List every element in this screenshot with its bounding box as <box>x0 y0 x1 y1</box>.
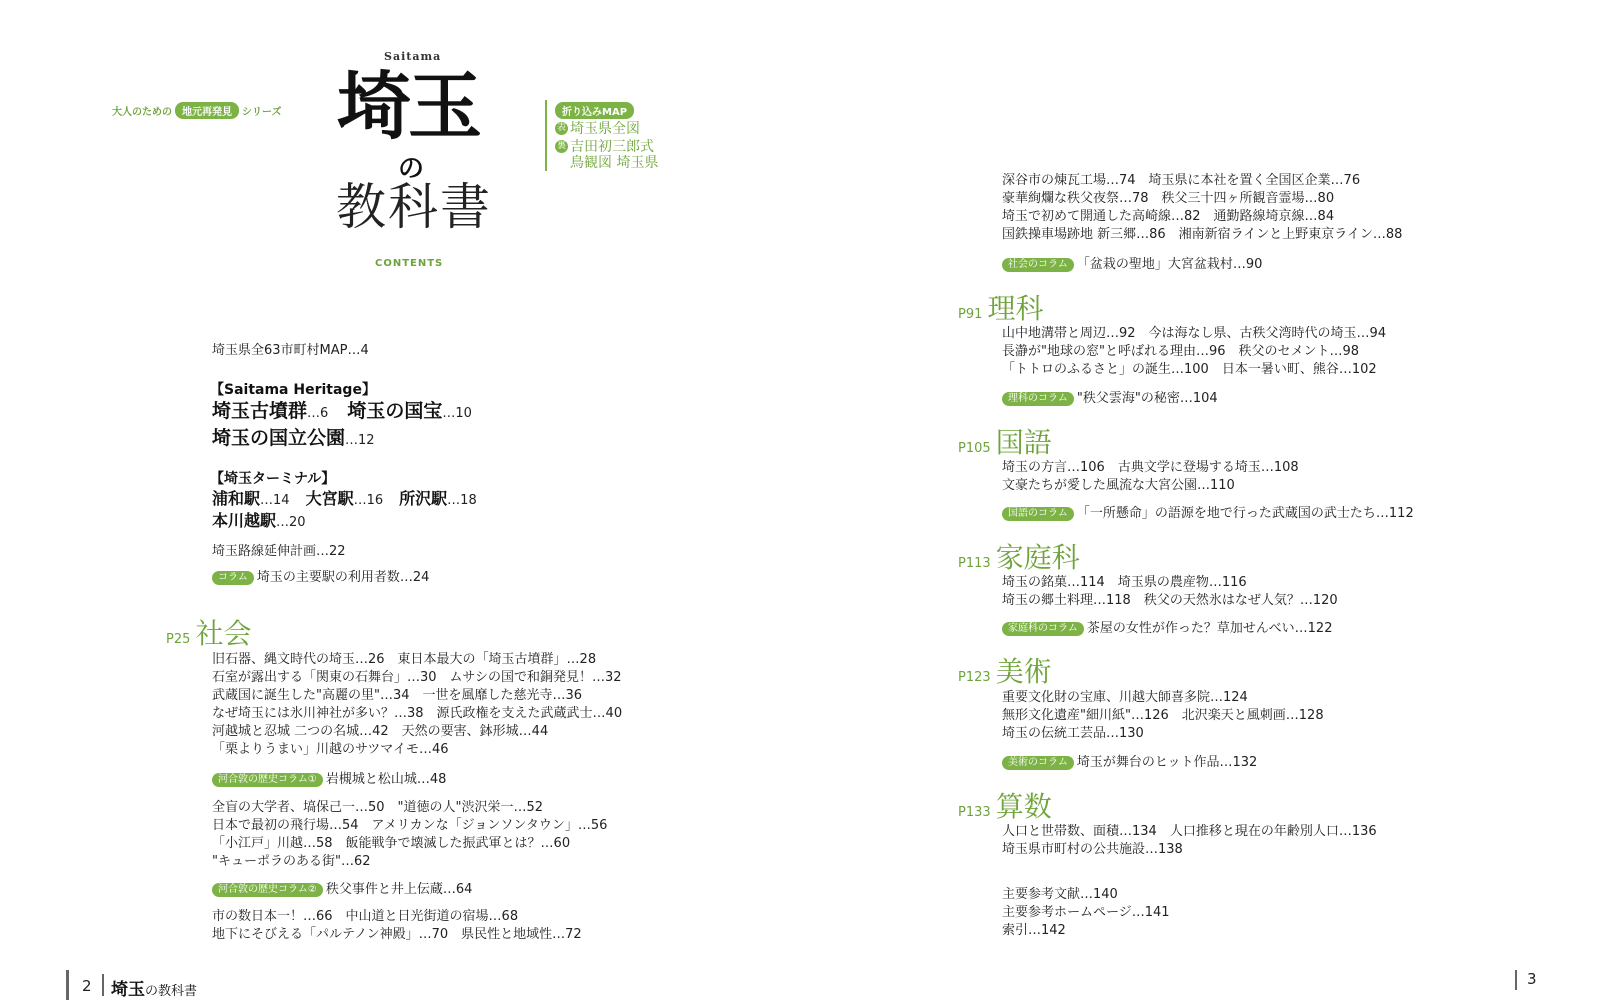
kokugo-column: 国語のコラム 「一所懸命」の語源を地で行った武蔵国の武士たち…112 <box>1002 505 1414 523</box>
column-tag: 河合敦の歴史コラム② <box>212 883 323 897</box>
section-katei-header <box>958 536 1080 576</box>
column-tag: 河合敦の歴史コラム① <box>212 773 323 787</box>
title-english: Saitama <box>384 50 442 63</box>
toc-line: 豪華絢爛な秩父夜祭…78 秩父三十四ヶ所観音霊場…80 <box>1002 191 1335 206</box>
title-main: 埼玉 <box>337 64 479 150</box>
section-shakai-header <box>166 612 252 652</box>
shakai-lines-1 <box>212 651 622 759</box>
sansu-lines <box>1002 823 1377 859</box>
footer-divider <box>102 974 104 996</box>
foldout-map-item: 表 埼玉県全図 <box>556 121 640 137</box>
map-line: 埼玉県全63市町村MAP…4 <box>212 343 369 358</box>
column-tag: 国語のコラム <box>1002 507 1074 521</box>
terminal-row-1: 浦和駅…14 大宮駅…16 所沢駅…18 <box>212 489 477 508</box>
title-sub: 教科書 <box>336 178 492 236</box>
bijutsu-lines <box>1002 689 1324 743</box>
section-page: P123 <box>958 670 991 685</box>
toc-line: 「トトロのふるさと」の誕生…100 日本一暑い町、熊谷…102 <box>1002 362 1377 377</box>
toc-line: 文豪たちが愛した風流な大宮公園…110 <box>1002 478 1235 493</box>
series-pre: 大人のための <box>112 107 172 118</box>
section-page: P133 <box>958 805 991 820</box>
toc-line: 埼玉の郷土料理…118 秩父の天然氷はなぜ人気？…120 <box>1002 593 1338 608</box>
page-number-left: 2 <box>82 977 92 995</box>
foldout-map-item: 裏 吉田初三郎式 鳥観図 埼玉県 <box>556 139 659 171</box>
terminal-row-2: 本川越駅…20 <box>212 511 306 530</box>
section-title: 美術 <box>995 655 1052 688</box>
column-tag: 美術のコラム <box>1002 756 1074 770</box>
foldout-map-label: 折り込みMAP <box>555 102 634 119</box>
section-rika-header <box>958 287 1044 327</box>
toc-line: 主要参考ホームページ…141 <box>1002 905 1170 920</box>
section-title: 家庭科 <box>995 541 1080 574</box>
katei-column: 家庭科のコラム 茶屋の女性が作った？草加せんべい…122 <box>1002 620 1332 638</box>
foldout-map-box <box>545 100 658 171</box>
title-no: の <box>398 154 425 184</box>
section-title: 理科 <box>987 292 1044 325</box>
back-marker-icon: 裏 <box>556 141 566 151</box>
history-column-2: 河合敦の歴史コラム② 秩父事件と井上伝蔵…64 <box>212 881 472 899</box>
heritage-row-2: 埼玉の国立公園…12 <box>212 427 375 449</box>
toc-line: 埼玉の銘菓…114 埼玉県の農産物…116 <box>1002 575 1247 590</box>
footer-book-title: 埼玉の教科書 <box>111 980 198 1000</box>
katei-lines <box>1002 574 1338 610</box>
toc-line: 長瀞が"地球の窓"と呼ばれる理由…96 秩父のセメント…98 <box>1002 344 1360 359</box>
toc-line: 日本で最初の飛行場…54 アメリカンな「ジョンソンタウン」…56 <box>212 818 608 833</box>
page-number-right: 3 <box>1527 970 1537 988</box>
toc-line: 深谷市の煉瓦工場…74 埼玉県に本社を置く全国区企業…76 <box>1002 173 1361 188</box>
toc-line: 重要文化財の宝庫、川越大師喜多院…124 <box>1002 690 1248 705</box>
toc-line: なぜ埼玉には氷川神社が多い？…38 源氏政権を支えた武蔵武士…40 <box>212 706 623 721</box>
shakai-column: 社会のコラム 「盆栽の聖地」大宮盆栽村…90 <box>1002 256 1262 274</box>
contents-label: CONTENTS <box>375 258 444 269</box>
column-1: コラム 埼玉の主要駅の利用者数…24 <box>212 569 429 587</box>
toc-line: 「栗よりうまい」川越のサツマイモ…46 <box>212 742 449 757</box>
series-tag: 地元再発見 <box>175 102 239 119</box>
toc-line: 全盲の大学者、塙保己一…50 "道徳の人"渋沢栄一…52 <box>212 800 544 815</box>
series-label <box>112 102 282 119</box>
toc-line: 埼玉県市町村の公共施設…138 <box>1002 842 1183 857</box>
section-page: P105 <box>958 441 991 456</box>
bijutsu-column: 美術のコラム 埼玉が舞台のヒット作品…132 <box>1002 754 1257 772</box>
footer-right-bar <box>1515 970 1517 990</box>
column-tag: コラム <box>212 571 254 585</box>
section-kokugo-header <box>958 421 1052 461</box>
column-tag: 理科のコラム <box>1002 392 1074 406</box>
plan-line: 埼玉路線延伸計画…22 <box>212 544 346 559</box>
section-title: 算数 <box>995 790 1052 823</box>
toc-line: 索引…142 <box>1002 923 1066 938</box>
section-page: P91 <box>958 307 983 322</box>
section-page: P113 <box>958 556 991 571</box>
section-page: P25 <box>166 632 191 647</box>
section-title: 社会 <box>195 617 252 650</box>
section-bijutsu-header <box>958 650 1052 690</box>
terminal-heading: 【埼玉ターミナル】 <box>210 471 336 487</box>
shakai-lines-3 <box>212 908 582 944</box>
toc-line: 旧石器、縄文時代の埼玉…26 東日本最大の「埼玉古墳群」…28 <box>212 652 597 667</box>
toc-line: 主要参考文献…140 <box>1002 887 1118 902</box>
toc-line: 人口と世帯数、面積…134 人口推移と現在の年齢別人口…136 <box>1002 824 1377 839</box>
toc-line: 河越城と忍城 二つの名城…42 天然の要害、鉢形城…44 <box>212 724 549 739</box>
toc-line: 「小江戸」川越…58 飯能戦争で壊滅した振武軍とは？…60 <box>212 836 571 851</box>
shakai-lines-2 <box>212 799 607 871</box>
kokugo-lines <box>1002 459 1299 495</box>
column-tag: 家庭科のコラム <box>1002 622 1084 636</box>
section-sansu-header <box>958 785 1052 825</box>
heritage-row-1: 埼玉古墳群…6 埼玉の国宝…10 <box>212 400 472 422</box>
toc-line: 武蔵国に誕生した"高麗の里"…34 一世を風靡した慈光寺…36 <box>212 688 583 703</box>
toc-line: 埼玉の伝統工芸品…130 <box>1002 726 1144 741</box>
column-tag: 社会のコラム <box>1002 258 1074 272</box>
footer-left-bar <box>66 970 69 1000</box>
section-title: 国語 <box>995 426 1052 459</box>
toc-line: 市の数日本一！…66 中山道と日光街道の宿場…68 <box>212 909 519 924</box>
toc-line: 石室が露出する「関東の石舞台」…30 ムサシの国で和銅発見！…32 <box>212 670 622 685</box>
toc-line: "キューポラのある街"…62 <box>212 854 371 869</box>
shakai-cont-lines <box>1002 172 1402 244</box>
rika-column: 理科のコラム "秩父雲海"の秘密…104 <box>1002 390 1218 408</box>
toc-line: 無形文化遺産"細川紙"…126 北沢楽天と風刺画…128 <box>1002 708 1324 723</box>
toc-line: 地下にそびえる「パルテノン神殿」…70 県民性と地域性…72 <box>212 927 582 942</box>
toc-line: 埼玉で初めて開通した高崎線…82 通勤路線埼京線…84 <box>1002 209 1335 224</box>
references <box>1002 886 1170 940</box>
front-marker-icon: 表 <box>556 123 566 133</box>
rika-lines <box>1002 325 1386 379</box>
series-post: シリーズ <box>242 107 282 118</box>
heritage-heading: 【Saitama Heritage】 <box>210 382 376 398</box>
toc-line: 埼玉の方言…106 古典文学に登場する埼玉…108 <box>1002 460 1299 475</box>
history-column-1: 河合敦の歴史コラム① 岩槻城と松山城…48 <box>212 771 446 789</box>
toc-line: 国鉄操車場跡地 新三郷…86 湘南新宿ラインと上野東京ライン…88 <box>1002 227 1403 242</box>
toc-line: 山中地溝帯と周辺…92 今は海なし県、古秩父湾時代の埼玉…94 <box>1002 326 1387 341</box>
